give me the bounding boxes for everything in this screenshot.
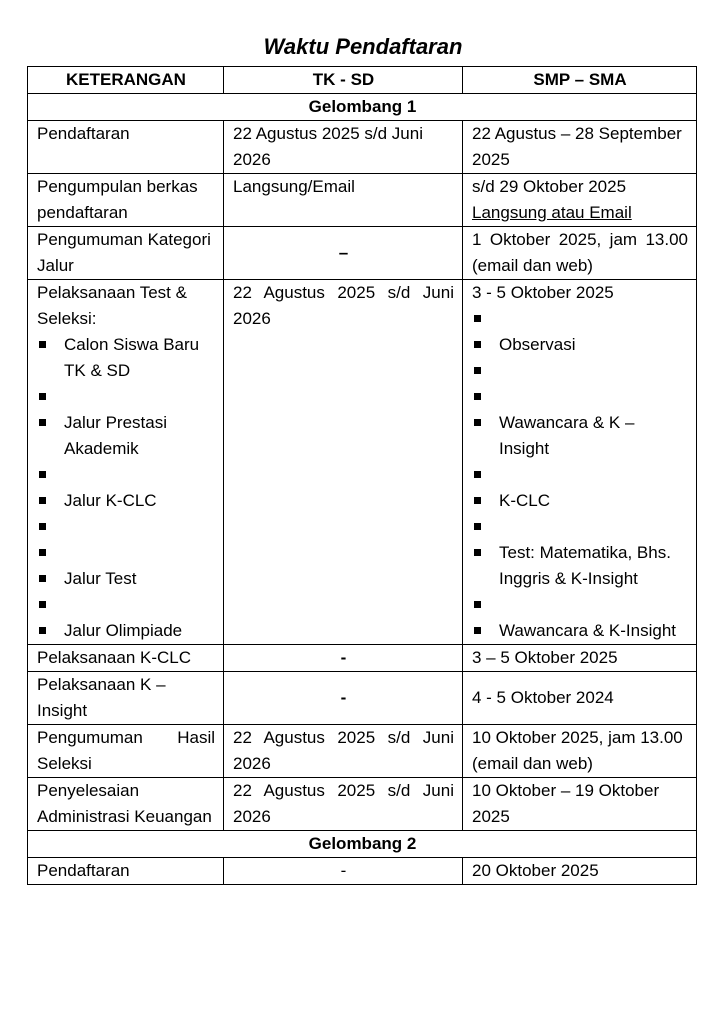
tk-sd-cell: 22 Agustus 2025 s/d Juni 2026 bbox=[224, 121, 463, 174]
smp-sma-cell: 1 Oktober 2025, jam 13.00 (email dan web) bbox=[463, 227, 697, 280]
header-smp-sma: SMP – SMA bbox=[463, 67, 697, 94]
list-item: Jalur Olimpiade bbox=[37, 618, 215, 644]
table-row bbox=[28, 280, 697, 645]
list-item: Wawancara & K – Insight bbox=[472, 410, 688, 462]
list-item: Test: Matematika, Bhs. Inggris & K-Insight bbox=[472, 540, 688, 592]
tk-sd-cell bbox=[224, 280, 463, 645]
activity-list bbox=[472, 306, 688, 644]
table-row bbox=[28, 858, 697, 885]
list-item: Jalur K-CLC bbox=[37, 488, 215, 514]
row-label: Pengumuman Kategori Jalur bbox=[28, 227, 224, 280]
list-item: Observasi bbox=[472, 332, 688, 358]
wave-row bbox=[28, 831, 697, 858]
smp-sma-cell: 10 Oktober – 19 Oktober 2025 bbox=[463, 778, 697, 831]
list-item: K-CLC bbox=[472, 488, 688, 514]
tk-sd-cell: - bbox=[224, 672, 463, 725]
smp-sma-cell: 4 - 5 Oktober 2024 bbox=[463, 672, 697, 725]
row-label: Pendaftaran bbox=[28, 121, 224, 174]
spacer bbox=[472, 358, 688, 384]
list-item: Jalur Test bbox=[37, 566, 215, 592]
row-label: Pelaksanaan K – Insight bbox=[28, 672, 224, 725]
list-item: Jalur Prestasi Akademik bbox=[37, 410, 215, 462]
list-item: Calon Siswa Baru TK & SD bbox=[37, 332, 215, 384]
row-label: Pendaftaran bbox=[28, 858, 224, 885]
row-label bbox=[28, 280, 224, 645]
spacer bbox=[472, 514, 688, 540]
tk-sd-cell: 22 Agustus 2025 s/d Juni 2026 bbox=[224, 725, 463, 778]
spacer bbox=[472, 462, 688, 488]
smp-sma-method: Langsung atau Email bbox=[472, 203, 632, 222]
table-row bbox=[28, 725, 697, 778]
row-label: Penyelesaian Administrasi Keuangan bbox=[28, 778, 224, 831]
smp-sma-cell: 3 – 5 Oktober 2025 bbox=[463, 645, 697, 672]
smp-sma-cell: 10 Oktober 2025, jam 13.00 (email dan web) bbox=[463, 725, 697, 778]
tk-sd-cell: - bbox=[224, 645, 463, 672]
wave-row bbox=[28, 94, 697, 121]
tk-sd-cell: - bbox=[224, 858, 463, 885]
spacer bbox=[37, 462, 215, 488]
spacer bbox=[472, 384, 688, 410]
schedule-table bbox=[27, 66, 697, 885]
track-list bbox=[37, 332, 215, 644]
tk-sd-cell: Langsung/Email bbox=[224, 174, 463, 227]
smp-sma-cell bbox=[463, 280, 697, 645]
smp-sma-cell bbox=[463, 174, 697, 227]
spacer bbox=[37, 592, 215, 618]
header-row bbox=[28, 67, 697, 94]
table-row bbox=[28, 645, 697, 672]
table-row bbox=[28, 174, 697, 227]
row-label: Pengumuman Hasil Seleksi bbox=[28, 725, 224, 778]
header-keterangan: KETERANGAN bbox=[28, 67, 224, 94]
row-label-text: Pelaksanaan Test & Seleksi: bbox=[37, 283, 187, 328]
row-label: Pelaksanaan K-CLC bbox=[28, 645, 224, 672]
spacer bbox=[37, 514, 215, 540]
tk-sd-cell: – bbox=[224, 227, 463, 280]
tk-sd-cell: 22 Agustus 2025 s/d Juni 2026 bbox=[224, 778, 463, 831]
row-label: Pengumpulan berkas pendaftaran bbox=[28, 174, 224, 227]
tk-sd-date: 22 Agustus 2025 s/d Juni 2026 bbox=[233, 283, 454, 328]
spacer bbox=[37, 540, 215, 566]
spacer bbox=[472, 306, 688, 332]
smp-sma-date: 3 - 5 Oktober 2025 bbox=[472, 283, 614, 302]
table-row bbox=[28, 672, 697, 725]
table-row bbox=[28, 778, 697, 831]
table-row bbox=[28, 121, 697, 174]
list-item: Wawancara & K-Insight bbox=[472, 618, 688, 644]
wave-2-label: Gelombang 2 bbox=[28, 831, 697, 858]
table-row bbox=[28, 227, 697, 280]
smp-sma-deadline: s/d 29 Oktober 2025 bbox=[472, 177, 627, 196]
page-title: Waktu Pendaftaran bbox=[263, 34, 463, 59]
header-tk-sd: TK - SD bbox=[224, 67, 463, 94]
wave-1-label: Gelombang 1 bbox=[28, 94, 697, 121]
spacer bbox=[37, 384, 215, 410]
smp-sma-cell: 22 Agustus – 28 September 2025 bbox=[463, 121, 697, 174]
smp-sma-cell: 20 Oktober 2025 bbox=[463, 858, 697, 885]
spacer bbox=[472, 592, 688, 618]
